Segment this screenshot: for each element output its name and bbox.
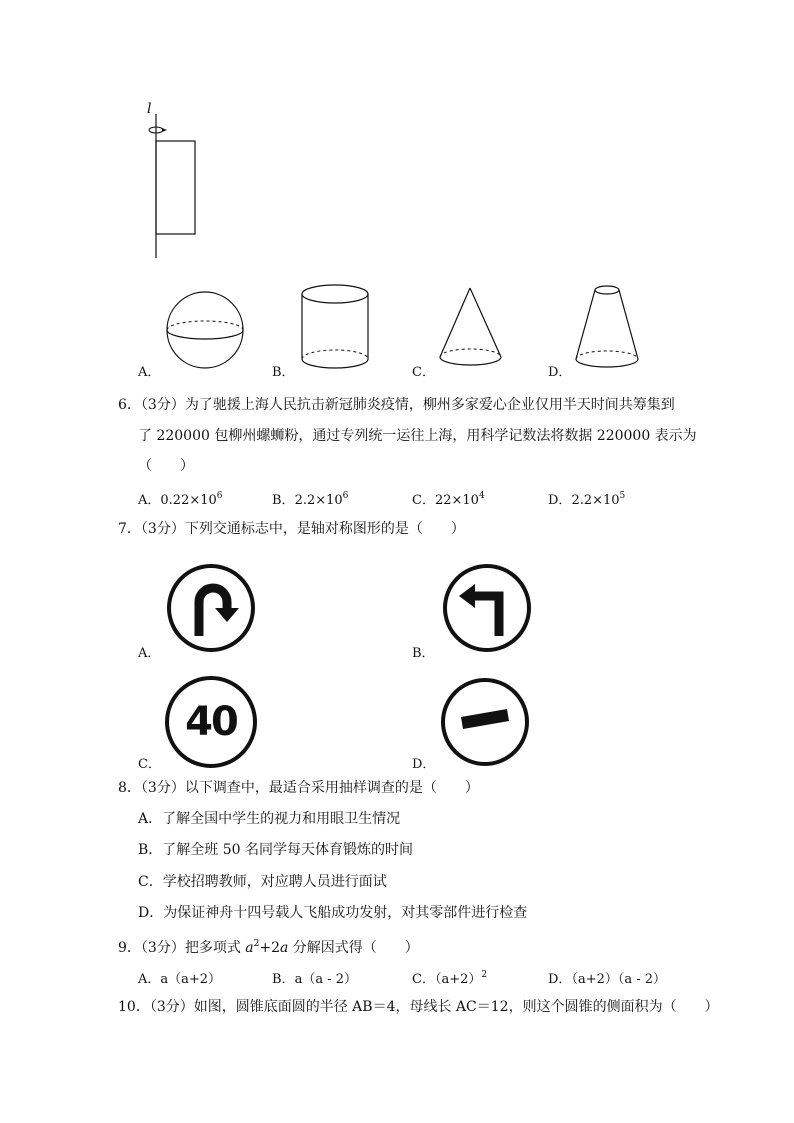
q8-option-c: C．学校招聘教师，对应聘人员进行面试 [138, 874, 387, 890]
q9-option-d: D．（a+2）（a - 2） [548, 972, 667, 987]
q6-stem-line3: （ ） [138, 458, 194, 474]
q8-option-a: A．了解全国中学生的视力和用眼卫生情况 [138, 811, 401, 827]
q9-stem: 9．（3分）把多项式 $a^2+2a$ 分解因式得（ ） [118, 939, 419, 956]
q9-option-c: C．$(a+2)^2$ [412, 970, 488, 987]
rotation-axis-figure [140, 100, 200, 260]
q6-option-a: A．$0.22\times 10^6$ [138, 491, 223, 508]
q7-option-d-label: D． [412, 757, 436, 772]
q5-option-c-label: C． [412, 365, 435, 380]
q8-stem: 8．（3分）以下调查中，最适合采用抽样调查的是（ ） [118, 780, 479, 796]
q5-option-a-label: A． [138, 365, 161, 380]
speed-limit-sign [165, 676, 257, 768]
q6-option-b: B．$2.2\times 10^6$ [272, 491, 349, 508]
left-turn-sign [441, 562, 533, 654]
q8-option-d: D．为保证神舟十四号载人飞船成功发射，对其零部件进行检查 [138, 905, 528, 921]
q5-option-d-label: D． [548, 365, 572, 380]
q6-stem-line2: 了 220000 包柳州螺蛳粉，通过专列统一运往上海，用科学记数法将数据 220000 表示为 [138, 428, 697, 444]
q7-option-b-label: B． [412, 646, 435, 661]
cylinder-figure [298, 282, 378, 372]
q9-option-b: B．a（a - 2） [272, 972, 357, 987]
axis-label: l [147, 101, 152, 117]
q6-stem-line1: 6．（3分）为了驰援上海人民抗击新冠肺炎疫情，柳州多家爱心企业仅用半天时间共筹集到 [118, 397, 675, 413]
q7-option-a-label: A． [138, 646, 161, 661]
q8-option-b: B．了解全班 50 名同学每天体育锻炼的时间 [138, 842, 414, 858]
q7-stem: 7．（3分）下列交通标志中，是轴对称图形的是（ ） [118, 521, 465, 537]
cone-figure [436, 284, 516, 374]
q5-option-b-label: B． [272, 365, 295, 380]
q7-option-c-label: C． [138, 757, 161, 772]
sphere-figure [162, 290, 252, 370]
frustum-figure [572, 282, 652, 372]
q6-option-d: D．$2.2\times 10^5$ [548, 491, 626, 508]
u-turn-sign [165, 562, 257, 654]
q10-stem: 10．（3分）如图，圆锥底面圆的半径 AB＝4，母线长 AC＝12，则这个圆锥的侧面积为（ ） [118, 999, 719, 1015]
q9-option-a: A．a（a+2） [138, 972, 222, 987]
q6-option-c: C．$22\times 10^4$ [412, 491, 485, 508]
no-entry-sign [439, 676, 531, 768]
speed-limit-text: 40 [185, 699, 237, 745]
